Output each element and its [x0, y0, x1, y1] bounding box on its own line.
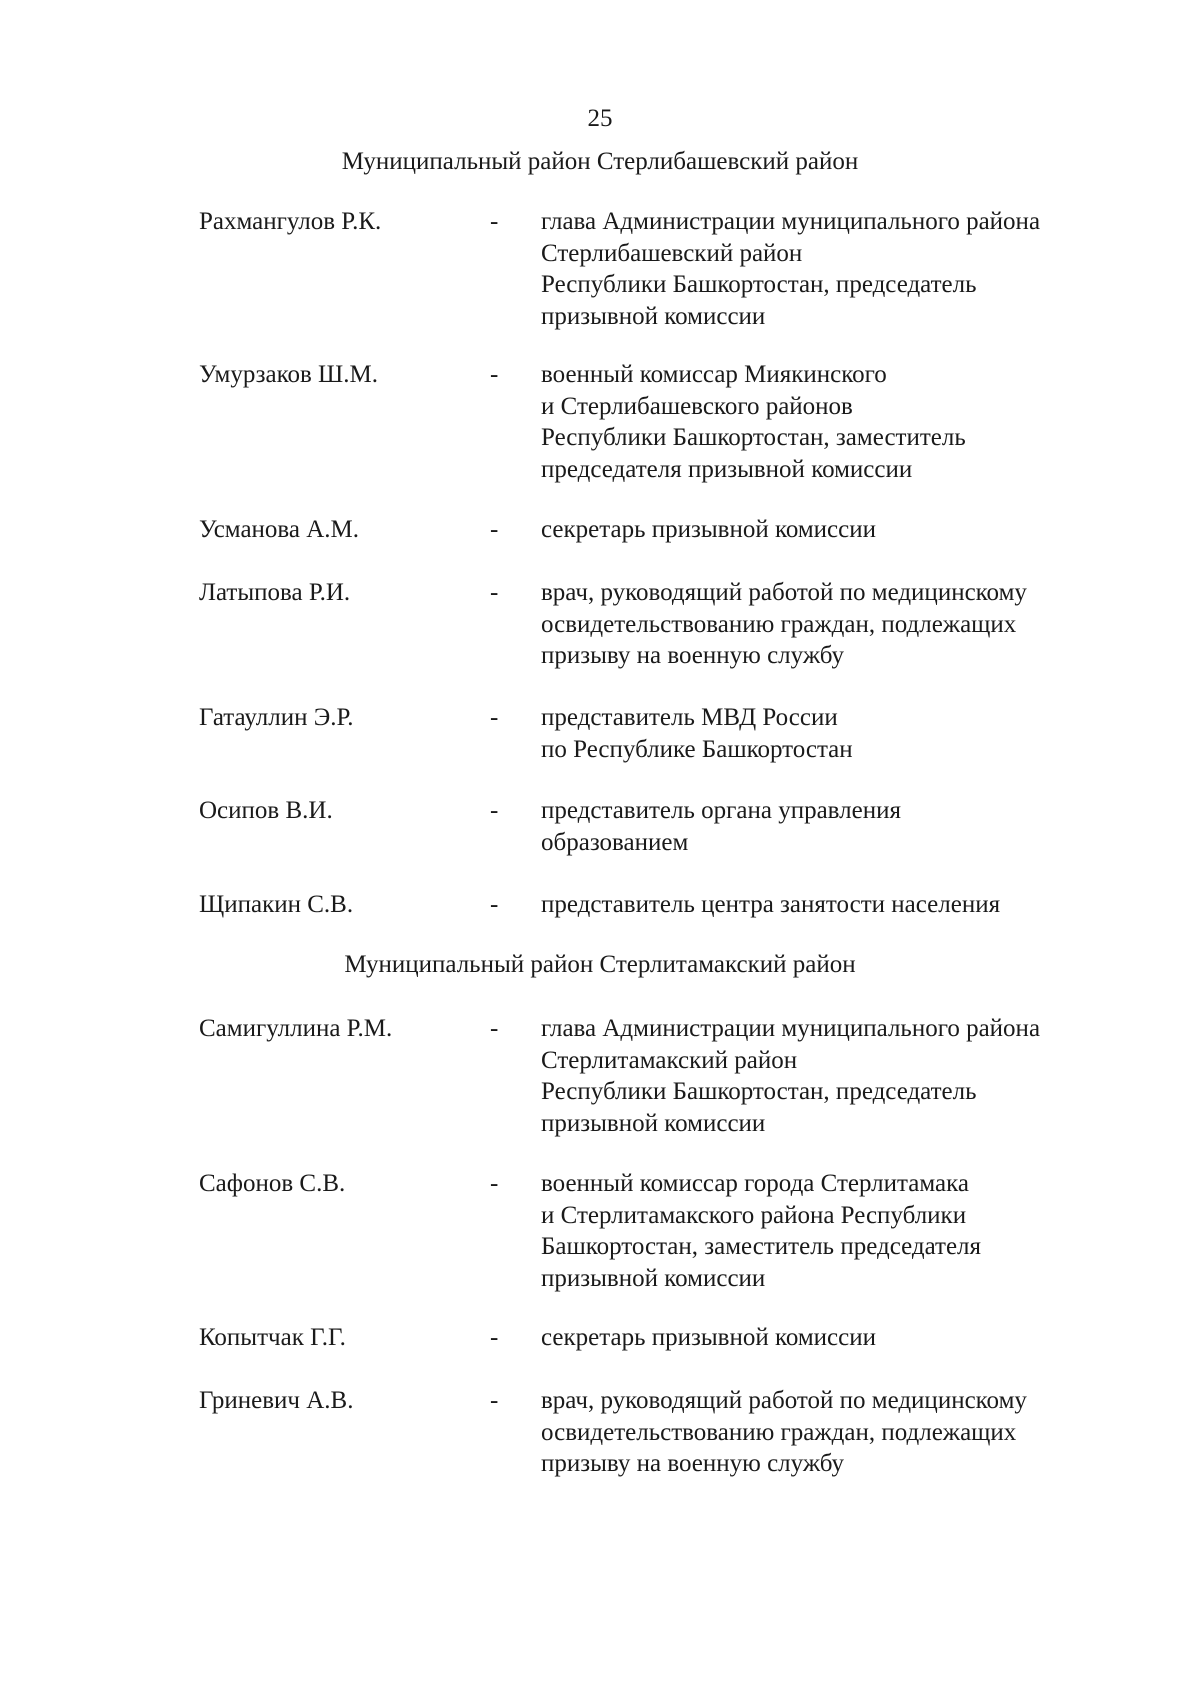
- role-line: призывной комиссии: [541, 1264, 766, 1292]
- section-heading: Муниципальный район Стерлитамакский район: [344, 951, 856, 978]
- role-line: Республики Башкортостан, председатель: [541, 271, 977, 298]
- role-line: освидетельствованию граждан, подлежащих: [541, 1418, 1017, 1446]
- member-name: Рахмангулов Р.К.: [199, 208, 382, 235]
- member-dash: -: [490, 797, 499, 824]
- role-line: глава Администрации муниципального района: [541, 1015, 1041, 1042]
- role-line: призывной комиссии: [541, 302, 766, 330]
- role-line: председателя призывной комиссии: [541, 455, 913, 483]
- role-line: Республики Башкортостан, заместитель: [541, 424, 966, 451]
- role-line: освидетельствованию граждан, подлежащих: [541, 610, 1017, 638]
- role-line: призывной комиссии: [541, 1109, 766, 1137]
- member-dash: -: [490, 579, 499, 606]
- role-line: Башкортостан, заместитель председателя: [541, 1233, 982, 1260]
- member-name: Усманова А.М.: [199, 516, 360, 543]
- member-dash: -: [490, 891, 499, 918]
- member-name: Самигуллина Р.М.: [199, 1015, 393, 1042]
- role-line: секретарь призывной комиссии: [541, 1324, 877, 1351]
- member-role: [541, 1168, 1111, 1294]
- role-line: и Стерлитамакского района Республики: [541, 1201, 967, 1229]
- member-dash: -: [490, 704, 499, 731]
- member-role: [541, 1385, 1111, 1480]
- member-name: Осипов В.И.: [199, 797, 333, 824]
- member-dash: -: [490, 1170, 499, 1197]
- member-name: Копытчак Г.Г.: [199, 1324, 346, 1351]
- member-name: Щипакин С.В.: [199, 891, 354, 918]
- role-line: глава Администрации муниципального района: [541, 208, 1041, 235]
- member-dash: -: [490, 1015, 499, 1042]
- member-role: [541, 795, 1111, 858]
- section-heading: Муниципальный район Стерлибашевский район: [341, 148, 859, 175]
- member-role: [541, 1013, 1111, 1139]
- role-line: представитель органа управления: [541, 797, 901, 824]
- role-line: представитель центра занятости населения: [541, 891, 1001, 918]
- member-role: [541, 1322, 1111, 1354]
- member-name: Гриневич А.В.: [199, 1387, 354, 1414]
- role-line: Стерлибашевский район: [541, 239, 803, 267]
- role-line: образованием: [541, 828, 689, 856]
- role-line: призыву на военную службу: [541, 642, 845, 669]
- role-line: секретарь призывной комиссии: [541, 516, 877, 543]
- member-role: [541, 359, 1111, 485]
- page-number: 25: [587, 105, 613, 132]
- member-dash: -: [490, 361, 499, 388]
- member-name: Сафонов С.В.: [199, 1170, 346, 1197]
- member-dash: -: [490, 516, 499, 543]
- role-line: врач, руководящий работой по медицинскому: [541, 1387, 1027, 1414]
- member-dash: -: [490, 208, 499, 235]
- role-line: Республики Башкортостан, председатель: [541, 1078, 977, 1105]
- role-line: военный комиссар города Стерлитамака: [541, 1170, 969, 1197]
- role-line: врач, руководящий работой по медицинскому: [541, 579, 1027, 606]
- member-role: [541, 577, 1111, 672]
- member-dash: -: [490, 1387, 499, 1414]
- role-line: Стерлитамакский район: [541, 1046, 798, 1074]
- role-line: призыву на военную службу: [541, 1450, 845, 1477]
- member-name: Латыпова Р.И.: [199, 579, 351, 606]
- member-dash: -: [490, 1324, 499, 1351]
- role-line: военный комиссар Миякинского: [541, 361, 887, 388]
- role-line: представитель МВД России: [541, 704, 838, 731]
- member-role: [541, 514, 1111, 546]
- member-role: [541, 206, 1111, 332]
- member-role: [541, 702, 1111, 765]
- member-name: Умурзаков Ш.М.: [199, 361, 378, 388]
- role-line: по Республике Башкортостан: [541, 735, 853, 763]
- role-line: и Стерлибашевского районов: [541, 392, 853, 420]
- member-role: [541, 889, 1111, 921]
- member-name: Гатауллин Э.Р.: [199, 704, 354, 731]
